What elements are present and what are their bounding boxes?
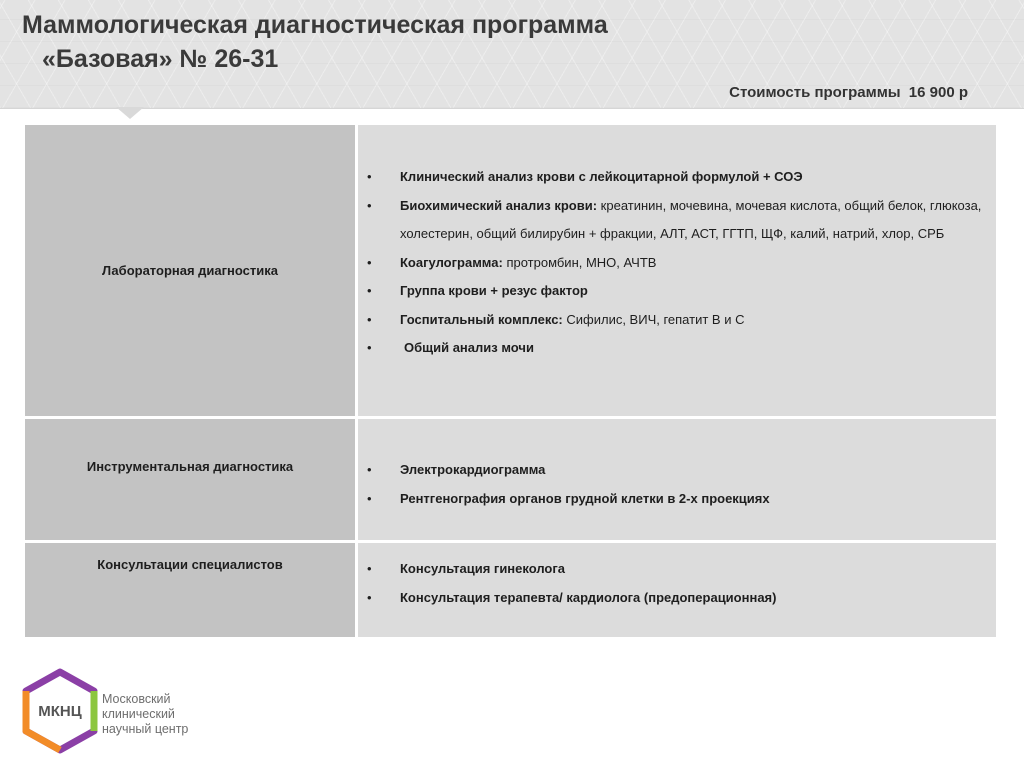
items-cell <box>358 419 996 540</box>
item-title: Группа крови + резус фактор <box>400 283 588 298</box>
item-title: Консультация терапевта/ кардиолога (предоперационная) <box>400 589 777 605</box>
cost-value: 16 900 р <box>908 84 968 101</box>
cost-label: Стоимость программы <box>729 84 901 101</box>
item-title: Биохимический анализ крови: <box>400 197 598 213</box>
item-details: креатинин, мочевина, мочевая кислота, общий белок, глюкоза, холестерин, общий билирубин + фракции, АЛТ, АСТ, ГГТП, ЩФ, калий, натрий, хлор, СРБ <box>400 197 982 241</box>
item-title: Госпитальный комплекс: <box>400 311 563 327</box>
item-details: протромбин, МНО, АЧТВ <box>502 254 657 270</box>
list-item <box>367 249 996 278</box>
list-item <box>367 277 996 306</box>
category-label: Лабораторная диагностика <box>101 263 278 278</box>
list-item <box>367 485 996 514</box>
item-title: Электрокардиограмма <box>400 462 546 477</box>
category-label: Консультации специалистов <box>97 557 283 572</box>
mknc-logo-icon <box>20 668 100 754</box>
category-label: Инструментальная диагностика <box>86 459 294 474</box>
item-title: Рентгенография органов грудной клетки в 2-х проекциях <box>400 490 770 506</box>
logo-line-1: Московский <box>102 692 171 706</box>
item-details: Сифилис, ВИЧ, гепатит В и С <box>562 311 745 327</box>
category-cell <box>25 419 358 540</box>
category-cell <box>25 125 358 416</box>
program-table <box>25 125 996 640</box>
table-row-instrumental <box>25 419 996 543</box>
program-subtitle: «Базовая» № 26-31 <box>42 45 279 73</box>
items-list <box>358 555 996 612</box>
list-item <box>367 163 996 192</box>
logo-abbr: МКНЦ <box>38 703 82 720</box>
list-item <box>367 555 996 584</box>
list-item <box>367 334 996 363</box>
category-cell <box>25 543 358 637</box>
header-banner <box>0 0 1024 109</box>
list-item <box>367 584 996 613</box>
list-item <box>367 192 996 249</box>
list-item <box>367 456 996 485</box>
logo-line-2: клинический <box>102 707 175 721</box>
program-cost <box>729 84 968 101</box>
items-list <box>358 163 996 363</box>
logo-line-3: научный центр <box>102 722 189 736</box>
logo-text <box>102 692 188 737</box>
page-title: Маммологическая диагностическая программа <box>22 11 608 39</box>
list-item <box>367 306 996 335</box>
table-row-lab <box>25 125 996 419</box>
items-cell <box>358 543 996 637</box>
item-title: Консультация гинеколога <box>400 561 566 576</box>
items-cell <box>358 125 996 416</box>
header-notch <box>116 107 144 119</box>
items-list <box>358 456 996 513</box>
table-row-consultations <box>25 543 996 640</box>
item-title: Общий анализ мочи <box>404 340 534 355</box>
logo-hexagon-orange <box>26 691 60 750</box>
item-title: Коагулограмма: <box>400 254 503 270</box>
item-title: Клинический анализ крови с лейкоцитарной формулой + СОЭ <box>400 169 803 184</box>
